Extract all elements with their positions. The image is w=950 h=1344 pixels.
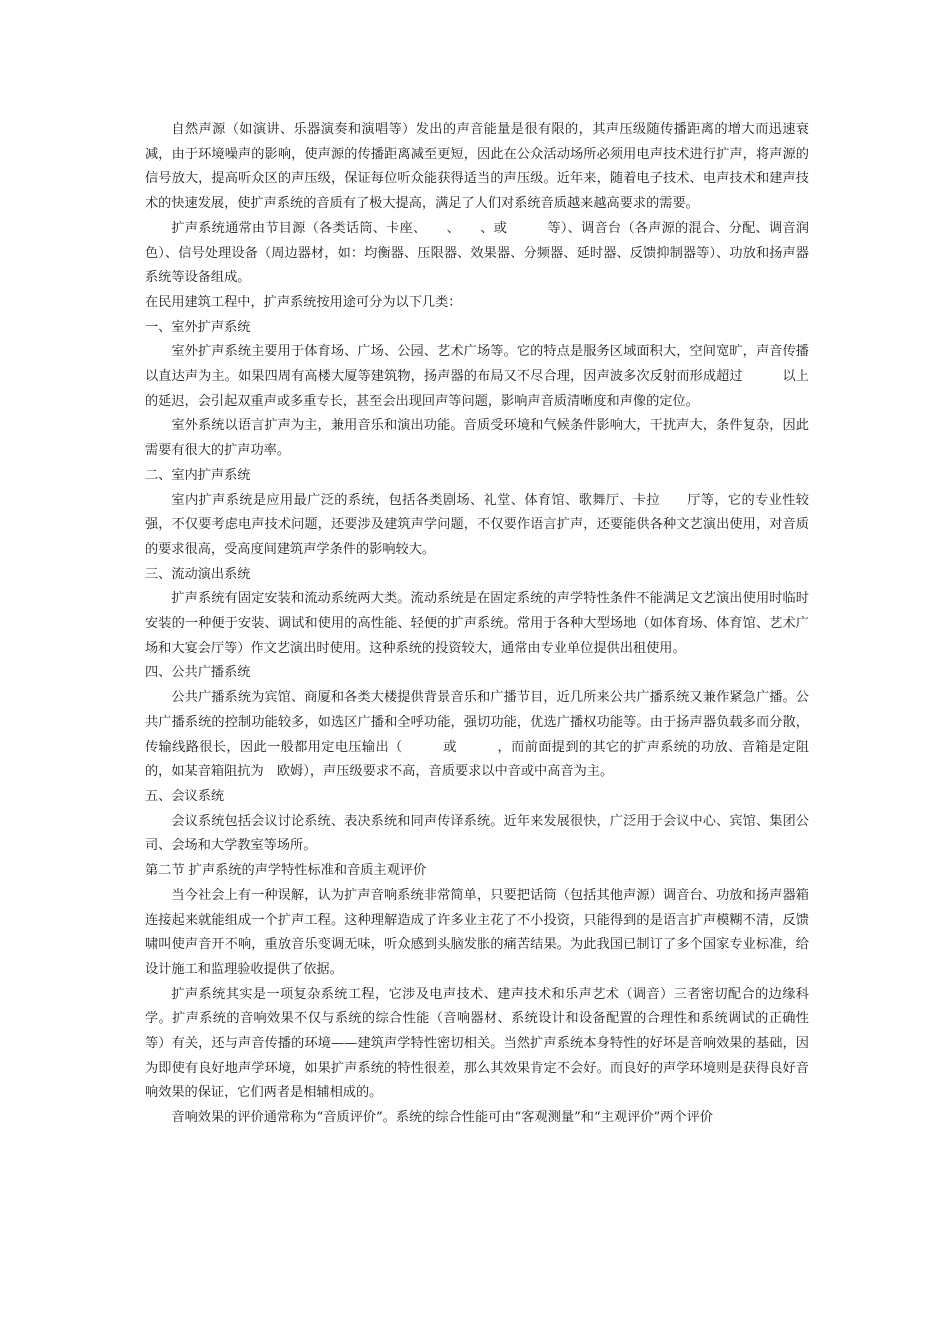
paragraph-intro: 自然声源（如演讲、乐器演奏和演唱等）发出的声音能量是很有限的，其声压级随传播距离的增大而迅速衰减，由于环境噪声的影响，使声源的传播距离减至更短，因此在公众活动场所必须用电声技术进行扩声，将声源的信号放大，提高听众区的声压级，保证每位听众能获得适当的声压级。近年来，随着电子技术、电声技术和建声技术的快速发展，使扩声系统的音质有了极大提高，满足了人们对系统音质越来越高要求的需要。: [145, 122, 809, 212]
paragraph-misconception: 当今社会上有一种误解，认为扩声音响系统非常简单，只要把话筒（包括其他声源）调音台、功放和扬声器箱连接起来就能组成一个扩声工程。这种理解造成了许多业主花了不小投资，只能得到的是语言扩声模糊不清，反馈啸叫使声音开不响，重放音乐变调无味，听众感到头脑发胀的痛苦结果。为此我国已制订了多个国家专业标准，给设计施工和监理验收提供了依据。: [145, 887, 809, 977]
paragraph-outdoor-1: 室外扩声系统主要用于体育场、广场、公园、艺术广场等。它的特点是服务区域面积大，空间宽旷，声音传播以直达声为主。如果四周有高楼大厦等建筑物，扬声器的布局又不尽合理，因声波多次反射而形成超过 以上的延迟，会引起双重声或多重专长，甚至会出现回声等问题，影响声音质清晰度和声像的定位。: [145, 344, 809, 409]
paragraph-public-broadcast: 公共广播系统为宾馆、商厦和各类大楼提供背景音乐和广播节目，近几所来公共广播系统又兼作紧急广播。公共广播系统的控制功能较多，如选区广播和全呼功能，强切功能，优选广播权功能等。由于扬声器负载多而分散，传输线路很长，因此一般都用定电压输出（ 或 ，而前面提到的其它的扩声系统的功放、音箱是定阻的，如某音箱阻抗为 欧姆），声压级要求不高，音质要求以中音或中高音为主。: [145, 690, 809, 780]
paragraph-classification-lead: 在民用建筑工程中，扩声系统按用途可分为以下几类：: [145, 294, 462, 310]
paragraph-system-engineering: 扩声系统其实是一项复杂系统工程，它涉及电声技术、建声技术和乐声艺术（调音）三者密切配合的边缘科学。扩声系统的音响效果不仅与系统的综合性能（音响器材、系统设计和设备配置的合理性和系统调试的正确性等）有关，还与声音传播的环境——建筑声学特性密切相关。当然扩声系统本身特性的好坏是音响效果的基础，因为即使有良好地声学环境，如果扩声系统的特性很差，那么其效果肯定不会好。而良好的声学环境则是获得良好音响效果的保证，它们两者是相辅相成的。: [145, 986, 809, 1101]
chapter-heading-section-2: 第二节 扩声系统的声学特性标准和音质主观评价: [145, 863, 427, 879]
section-heading-public-broadcast: 四、公共广播系统: [145, 665, 251, 681]
section-heading-indoor: 二、室内扩声系统: [145, 467, 251, 483]
paragraph-system-components: 扩声系统通常由节目源（各类话筒、卡座、 、 、或 等）、调音台（各声源的混合、分配、调音润色）、信号处理设备（周边器材，如：均衡器、压限器、效果器、分频器、延时器、反馈抑制器等）、功放和扬声器系统等设备组成。: [145, 220, 809, 286]
section-heading-outdoor: 一、室外扩声系统: [145, 319, 251, 335]
paragraph-indoor: 室内扩声系统是应用最广泛的系统，包括各类剧场、礼堂、体育馆、歌舞厅、卡拉 厅等，它的专业性较强，不仅要考虑电声技术问题，还要涉及建筑声学问题，不仅要作语言扩声，还要能供各种文艺演出使用，对音质的要求很高，受高度间建筑声学条件的影响较大。: [145, 492, 809, 557]
paragraph-outdoor-2: 室外系统以语言扩声为主，兼用音乐和演出功能。音质受环境和气候条件影响大，干扰声大，条件复杂，因此需要有很大的扩声功率。: [145, 418, 809, 459]
paragraph-conference: 会议系统包括会议讨论系统、表决系统和同声传译系统。近年来发展很快，广泛用于会议中心、宾馆、集团公司、会场和大学教室等场所。: [145, 813, 809, 854]
section-heading-conference: 五、会议系统: [145, 788, 225, 804]
paragraph-sound-evaluation: 音响效果的评价通常称为“音质评价”。系统的综合性能可由“客观测量”和“主观评价”两个评价: [171, 1110, 713, 1126]
document-body: [145, 118, 809, 1131]
section-heading-mobile: 三、流动演出系统: [145, 566, 251, 582]
paragraph-mobile: 扩声系统有固定安装和流动系统两大类。流动系统是在固定系统的声学特性条件不能满足文艺演出使用时临时安装的一种便于安装、调试和使用的高性能、轻便的扩声系统。常用于各种大型场地（如体育场、体育馆、艺术广场和大宴会厅等）作文艺演出时使用。这种系统的投资较大，通常由专业单位提供出租使用。: [145, 591, 809, 656]
